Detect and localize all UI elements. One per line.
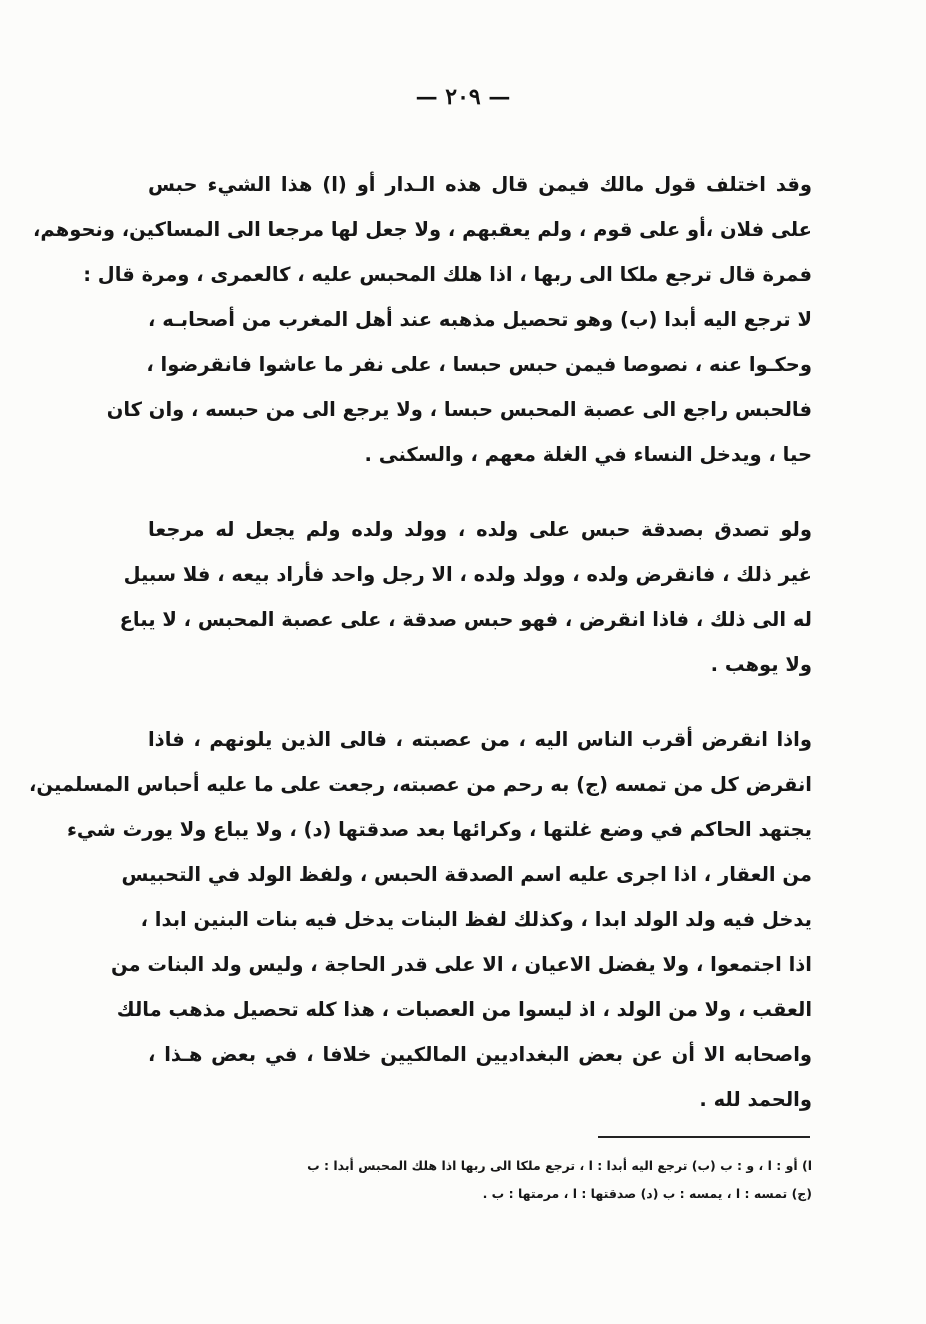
text-line: العقب ، ولا من الولد ، اذ ليسوا من العصبات ، هذا كله تحصيل مذهب مالك bbox=[116, 998, 812, 1021]
text-line: على فلان ،أو على قوم ، ولم يعقبهم ، ولا جعل لها مرجعا الى المساكين، ونحوهم، bbox=[33, 218, 812, 241]
text-line: وقد اختلف قول مالك فيمن قال هذه الـدار أو (ا) هذا الشيء حبس bbox=[148, 173, 812, 196]
text-line: حيا ، ويدخل النساء في الغلة معهم ، والسكنى . bbox=[364, 443, 812, 466]
text-line: واذا انقرض أقرب الناس اليه ، من عصبته ، فالى الذين يلونهم ، فاذا bbox=[148, 728, 812, 751]
text-line: ولا يوهب . bbox=[710, 653, 812, 676]
text-line: واصحابه الا أن عن بعض البغداديين المالكيين خلافا ، في بعض هـذا ، bbox=[148, 1043, 812, 1066]
footnotes bbox=[148, 1152, 812, 1208]
text-line: لا ترجع اليه أبدا (ب) وهو تحصيل مذهبه عند أهل المغرب من أصحابـه ، bbox=[148, 308, 812, 331]
paragraph-spacer bbox=[148, 687, 812, 717]
page-number: — ٢٠٩ — bbox=[415, 84, 511, 110]
paragraph-2 bbox=[119, 507, 812, 687]
text-line: والحمد لله . bbox=[699, 1088, 812, 1111]
text-line: ولو تصدق بصدقة حبس على ولده ، وولد ولده ولم يجعل له مرجعا bbox=[148, 518, 812, 541]
text-line: فالحبس راجع الى عصبة المحبس حبسا ، ولا يرجع الى من حبسه ، وان كان bbox=[106, 398, 812, 421]
text-line: وحكـوا عنه ، نصوصا فيمن حبس حبسا ، على نفر ما عاشوا فانقرضوا ، bbox=[146, 353, 812, 376]
paragraph-1 bbox=[33, 162, 812, 477]
text-line: فمرة قال ترجع ملكا الى ربها ، اذا هلك المحبس عليه ، كالعمرى ، ومرة قال : bbox=[83, 263, 812, 286]
text-line: يجتهد الحاكم في وضع غلتها ، وكرائها بعد صدقتها (د) ، ولا يباع ولا يورث شيء bbox=[66, 818, 812, 841]
text-line: غير ذلك ، فانقرض ولده ، وولد ولده ، الا رجل واحد فأراد بيعه ، فلا سبيل bbox=[123, 563, 812, 586]
text-line: انقرض كل من تمسه (ج) به رحم من عصبته، رجعت على ما عليه أحباس المسلمين، bbox=[29, 773, 812, 796]
footnote-separator bbox=[598, 1136, 810, 1138]
text-line: يدخل فيه ولد الولد ابدا ، وكذلك لفظ البنات يدخل فيه بنات البنين ابدا ، bbox=[140, 908, 812, 931]
paragraph-3 bbox=[29, 717, 812, 1122]
text-line: من العقار ، اذا اجرى عليه اسم الصدقة الحبس ، ولفظ الولد في التحبيس bbox=[121, 863, 812, 886]
footnote-line: ا) أو : ا ، و : ب (ب) ترجع اليه أبدا : ا ، ترجع ملكا الى ربها اذا هلك المحبس أبدا : ب bbox=[307, 1158, 812, 1173]
text-line: اذا اجتمعوا ، ولا يفضل الاعيان ، الا على قدر الحاجة ، وليس ولد البنات من bbox=[110, 953, 812, 976]
body-text bbox=[29, 162, 812, 1122]
text-line: له الى ذلك ، فاذا انقرض ، فهو حبس صدقة ، على عصبة المحبس ، لا يباع bbox=[119, 608, 812, 631]
paragraph-spacer bbox=[148, 477, 812, 507]
footnote-line: (ج) تمسه : ا ، يمسه : ب (د) صدقتها : ا ، مرمتها : ب . bbox=[482, 1186, 812, 1201]
